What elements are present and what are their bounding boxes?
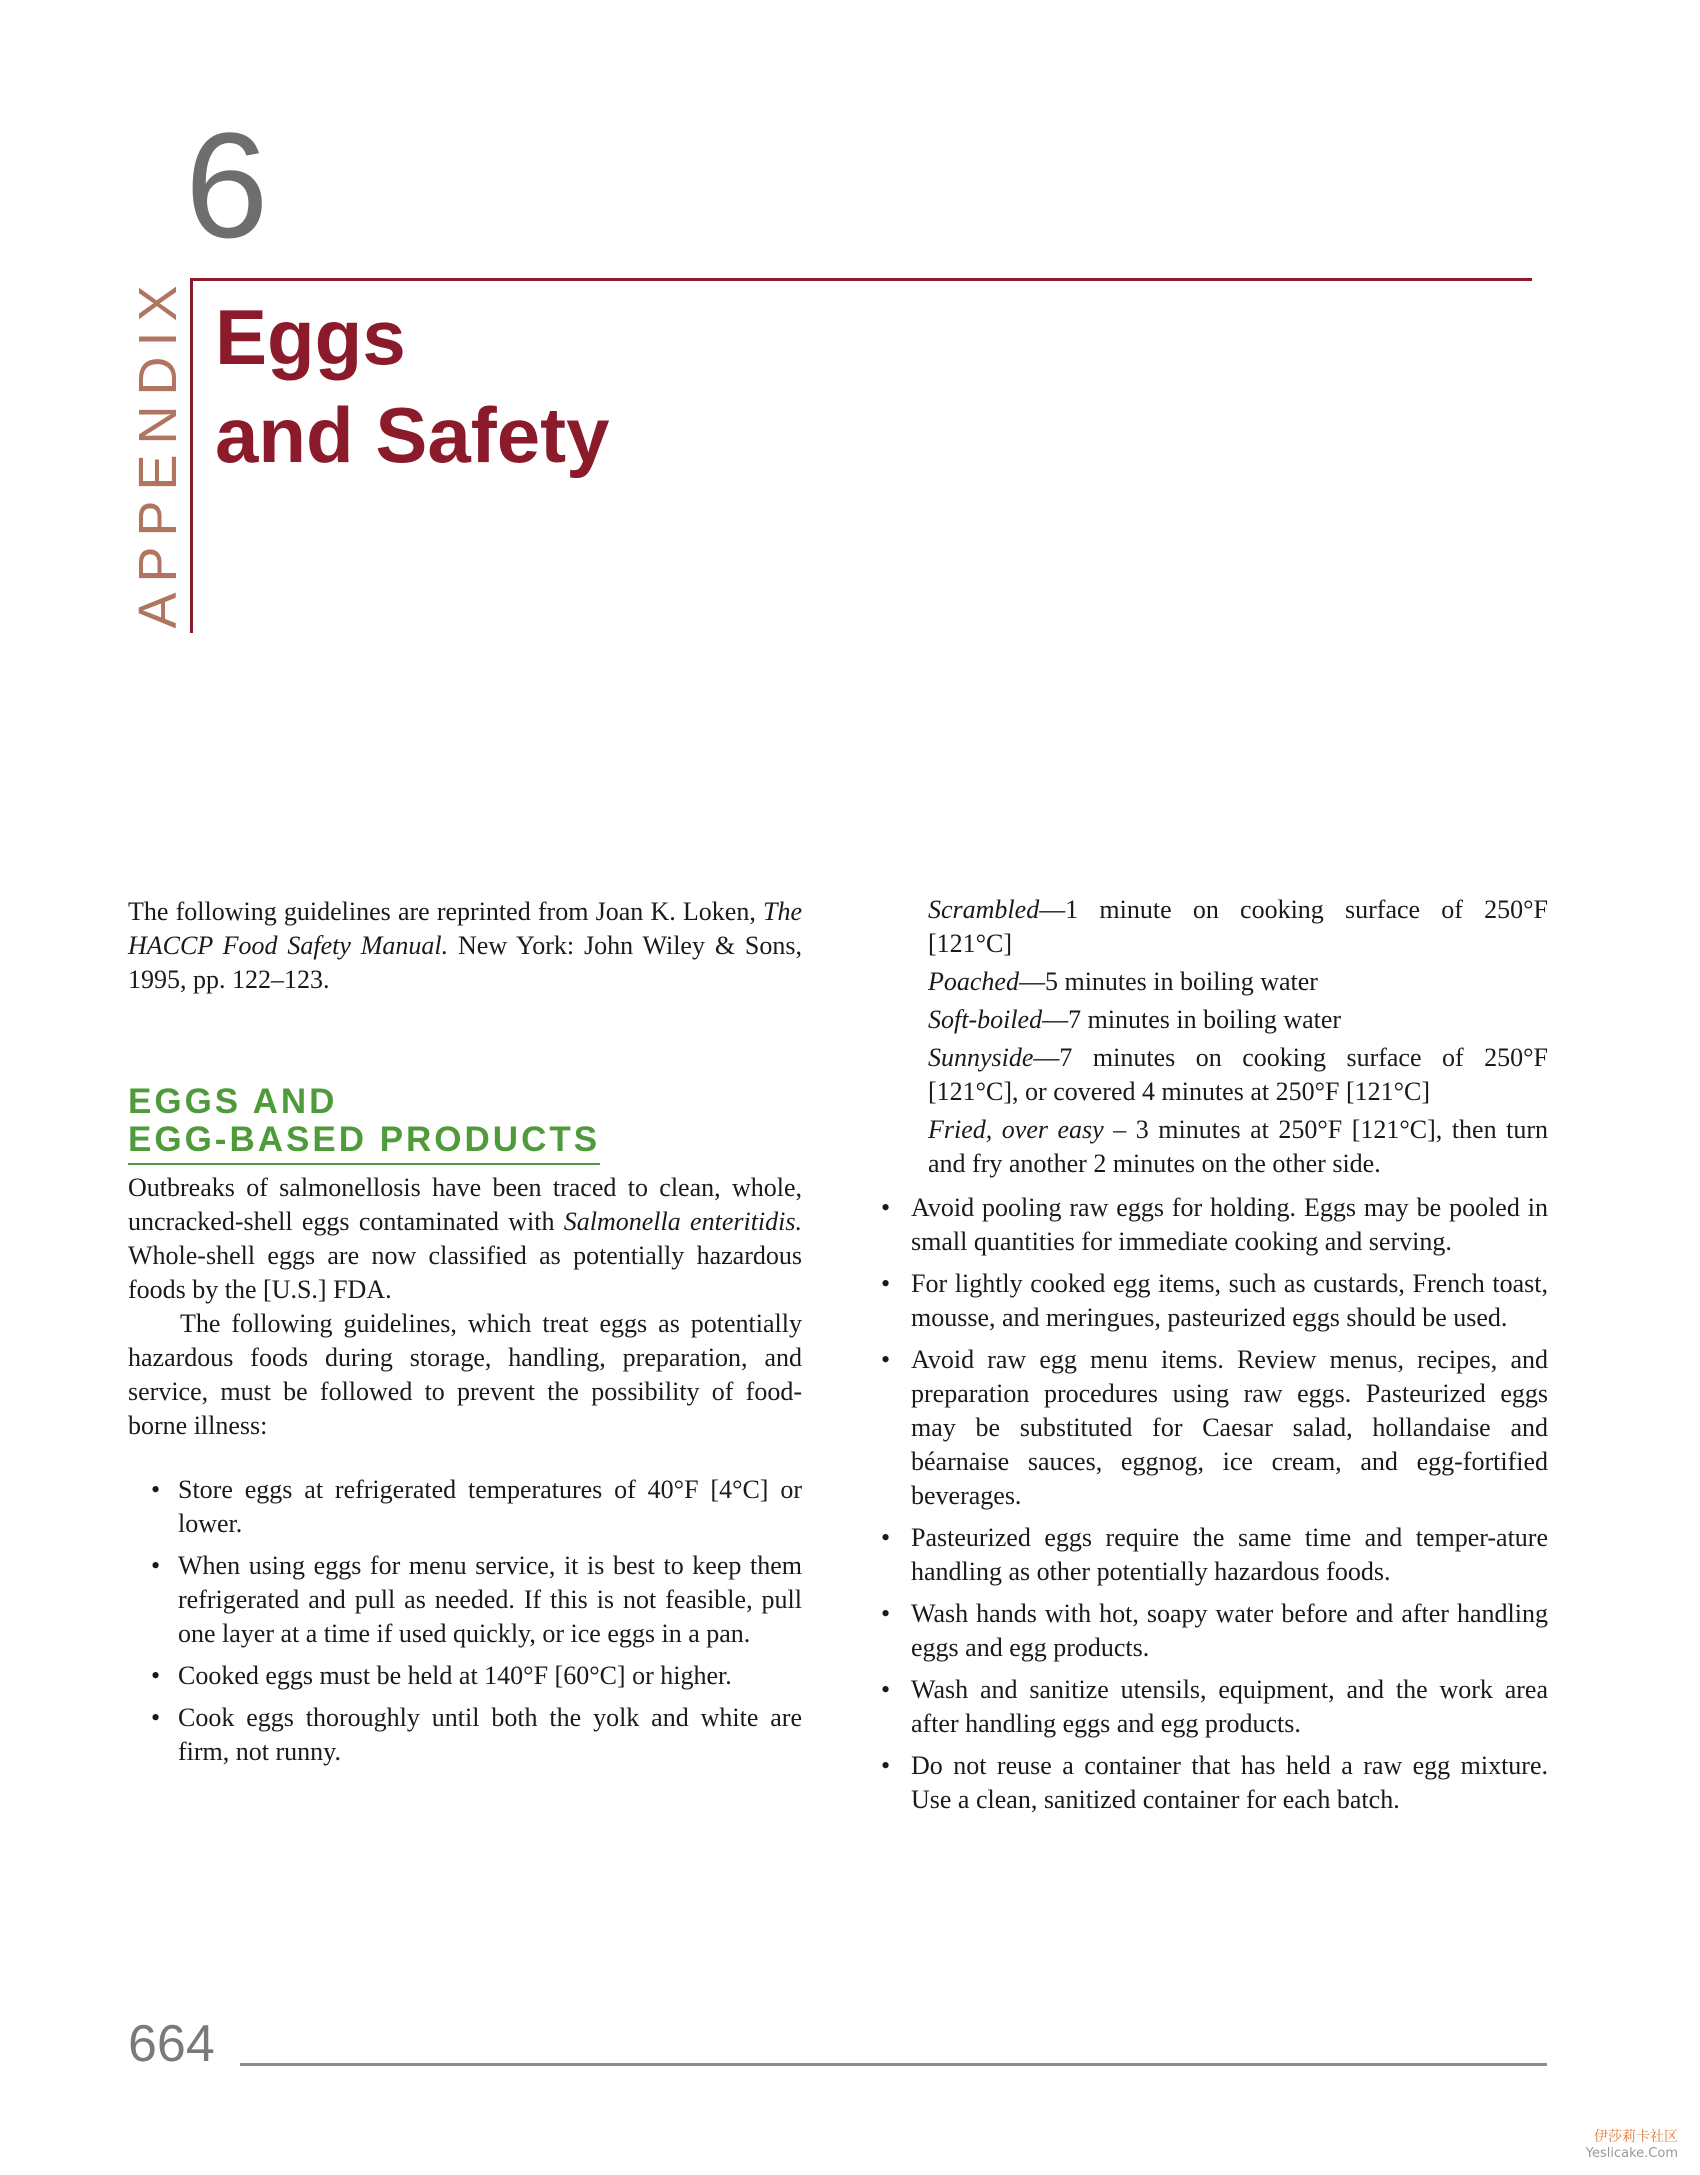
watermark-line-2: Yeslicake.Com bbox=[1585, 2146, 1678, 2161]
outbreaks-paragraph bbox=[128, 1171, 802, 1307]
cooking-time: —5 minutes in boiling water bbox=[1018, 967, 1318, 996]
title-line-1: Eggs bbox=[215, 293, 406, 381]
intro-citation: New York: John Wiley & Sons, 1995, pp. 122–123. bbox=[128, 931, 802, 994]
watermark bbox=[1586, 2128, 1678, 2162]
footer-rule bbox=[240, 2063, 1547, 2066]
chapter-title bbox=[215, 288, 609, 484]
cooking-times bbox=[878, 893, 1548, 1181]
bullet-item: • Cook eggs thoroughly until both the yolk and white are firm, not runny. bbox=[148, 1701, 802, 1769]
cooking-time: —7 minutes on cooking surface of 250°F [121°C], or covered 4 minutes at 250°F [121°C] bbox=[928, 1043, 1548, 1106]
bullet-item: • Cooked eggs must be held at 140°F [60°C] or higher. bbox=[148, 1659, 802, 1693]
bullet-item: • Wash hands with hot, soapy water before and after handling eggs and egg products. bbox=[878, 1597, 1548, 1665]
cooking-style: Fried, over easy bbox=[928, 1115, 1104, 1144]
paragraph-text: Outbreaks of salmonellosis have been traced to clean, whole, uncracked-shell eggs contaminated with bbox=[128, 1173, 802, 1236]
bullet-item: • Store eggs at refrigerated temperatures of 40°F [4°C] or lower. bbox=[148, 1473, 802, 1541]
cooking-time-item bbox=[928, 893, 1548, 961]
cooking-style: Scrambled bbox=[928, 895, 1040, 924]
header-rule bbox=[190, 278, 1532, 281]
bullet-item: • When using eggs for menu service, it is best to keep them refrigerated and pull as needed. If this is not feasible, pull one layer at a time if used quickly, or ice eggs in a pan. bbox=[148, 1549, 802, 1651]
bullet-item: • Avoid pooling raw eggs for holding. Eggs may be pooled in small quantities for immediate cooking and serving. bbox=[878, 1191, 1548, 1259]
cooking-style: Sunnyside bbox=[928, 1043, 1034, 1072]
bullet-item: • Pasteurized eggs require the same time and temper-ature handling as other potentially hazardous foods. bbox=[878, 1521, 1548, 1589]
bullet-item: • For lightly cooked egg items, such as custards, French toast, mousse, and meringues, pasteurized eggs should be used. bbox=[878, 1267, 1548, 1335]
title-line-2: and Safety bbox=[215, 391, 610, 479]
cooking-time: – 3 minutes at 250°F [121°C], then turn and fry another 2 minutes on the other side. bbox=[928, 1115, 1548, 1178]
cooking-style: Poached bbox=[928, 967, 1019, 996]
heading-line-1: EGGS AND bbox=[128, 1082, 338, 1121]
intro-paragraph bbox=[128, 895, 802, 997]
intro-text: The following guidelines are reprinted from Joan K. Loken, bbox=[128, 897, 763, 926]
left-bullet-list bbox=[128, 1473, 802, 1769]
bullet-item: • Avoid raw egg menu items. Review menus, recipes, and preparation procedures using raw eggs. Pasteurized eggs may be substituted for Caesar salad, hollandaise and béarnaise sauces, eggnog, ice cream, and egg-fortified beverages. bbox=[878, 1343, 1548, 1513]
cooking-time-item bbox=[928, 965, 1548, 999]
right-bullet-list bbox=[878, 1191, 1548, 1817]
cooking-time: —1 minute on cooking surface of 250°F [121°C] bbox=[928, 895, 1548, 958]
left-column bbox=[128, 895, 802, 1777]
cooking-time: —7 minutes in boiling water bbox=[1042, 1005, 1342, 1034]
watermark-line-1: 伊莎莉卡社区 bbox=[1594, 2129, 1678, 2145]
guidelines-paragraph: The following guidelines, which treat eggs as potentially hazardous foods during storage, handling, preparation, and service, must be followed to prevent the possibility of food-borne illness: bbox=[128, 1309, 802, 1440]
book-title: The HACCP Food Safety Manual. bbox=[128, 897, 802, 960]
right-column bbox=[878, 893, 1548, 1825]
bullet-item: • Do not reuse a container that has held a raw egg mixture. Use a clean, sanitized container for each batch. bbox=[878, 1749, 1548, 1817]
section-heading bbox=[128, 1083, 600, 1165]
cooking-time-item bbox=[928, 1041, 1548, 1109]
appendix-label: APPENDIX bbox=[128, 275, 188, 629]
paragraph-text: Whole-shell eggs are now classified as potentially hazardous foods by the [U.S.] FDA. bbox=[128, 1241, 802, 1304]
cooking-style: Soft-boiled bbox=[928, 1005, 1043, 1034]
chapter-number: 6 bbox=[185, 101, 269, 269]
side-rule bbox=[190, 278, 193, 633]
cooking-time-item bbox=[928, 1003, 1548, 1037]
species-name: Salmonella enteritidis. bbox=[563, 1207, 802, 1236]
heading-line-2: EGG-BASED PRODUCTS bbox=[128, 1120, 601, 1159]
page-number: 664 bbox=[128, 2015, 215, 2073]
bullet-item: • Wash and sanitize utensils, equipment, and the work area after handling eggs and egg products. bbox=[878, 1673, 1548, 1741]
cooking-time-item bbox=[928, 1113, 1548, 1181]
